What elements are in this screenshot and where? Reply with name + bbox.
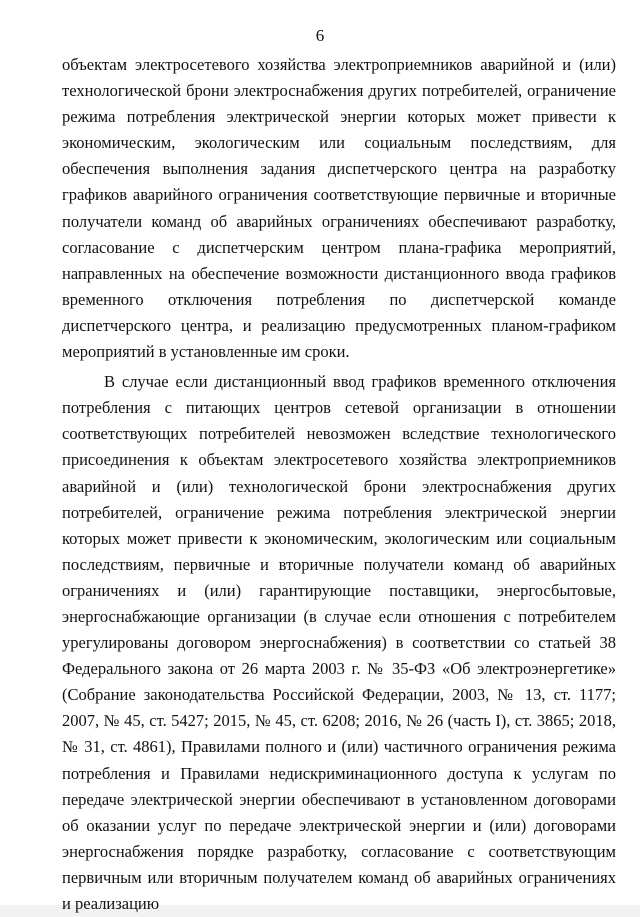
page-number: 6: [315, 26, 325, 45]
paragraph-remote-input-impossible: В случае если дистанционный ввод графиков временного отключения потребления с питающих центров сетевой организации в отношении соответствующих потребителей невозможен вследствие технологического присоединения к объектам электросетевого хозяйства электроприемников аварийной и (или) технологической брони электроснабжения других потребителей, ограничение режима потребления электрической энергии которых может привести к экономическим, экологическим или социальным последствиям, первичные и вторичные получатели команд об аварийных ограничениях и (или) гарантирующие поставщики, энергосбытовые, энергоснабжающие организации (в случае если отношения с потребителем урегулированы договором энергоснабжения) в соответствии со статьей 38 Федерального закона от 26 марта 2003 г. № 35-ФЗ «Об электроэнергетике» (Собрание законодательства Российской Федерации, 2003, № 13, ст. 1177; 2007, № 45, ст. 5427; 2015, № 45, ст. 6208; 2016, № 26 (часть I), ст. 3865; 2018, № 31, ст. 4861), Правилами полного и (или) частичного ограничения режима потребления и Правилами недискриминационного доступа к услугам по передаче электрической энергии обеспечивают в установленном договорами об оказании услуг по передаче электрической энергии и (или) договорами энергоснабжения порядке разработку, согласование с соответствующим первичным или вторичным получателем команд об аварийных ограничениях и реализацию: [62, 372, 616, 913]
document-body: [62, 52, 616, 917]
paragraph-continuation: объектам электросетевого хозяйства электроприемников аварийной и (или) технологической брони электроснабжения других потребителей, ограничение режима потребления электрической энергии которых может привести к экономическим, экологическим или социальным последствиям, для обеспечения выполнения задания диспетчерского центра на разработку графиков аварийного ограничения соответствующие первичные и вторичные получатели команд об аварийных ограничениях обеспечивают разработку, согласование с диспетчерским центром плана-графика мероприятий, направленных на обеспечение возможности дистанционного ввода графиков временного отключения потребления по диспетчерской команде диспетчерского центра, и реализацию предусмотренных планом-графиком мероприятий в установленные им сроки.: [62, 55, 616, 362]
